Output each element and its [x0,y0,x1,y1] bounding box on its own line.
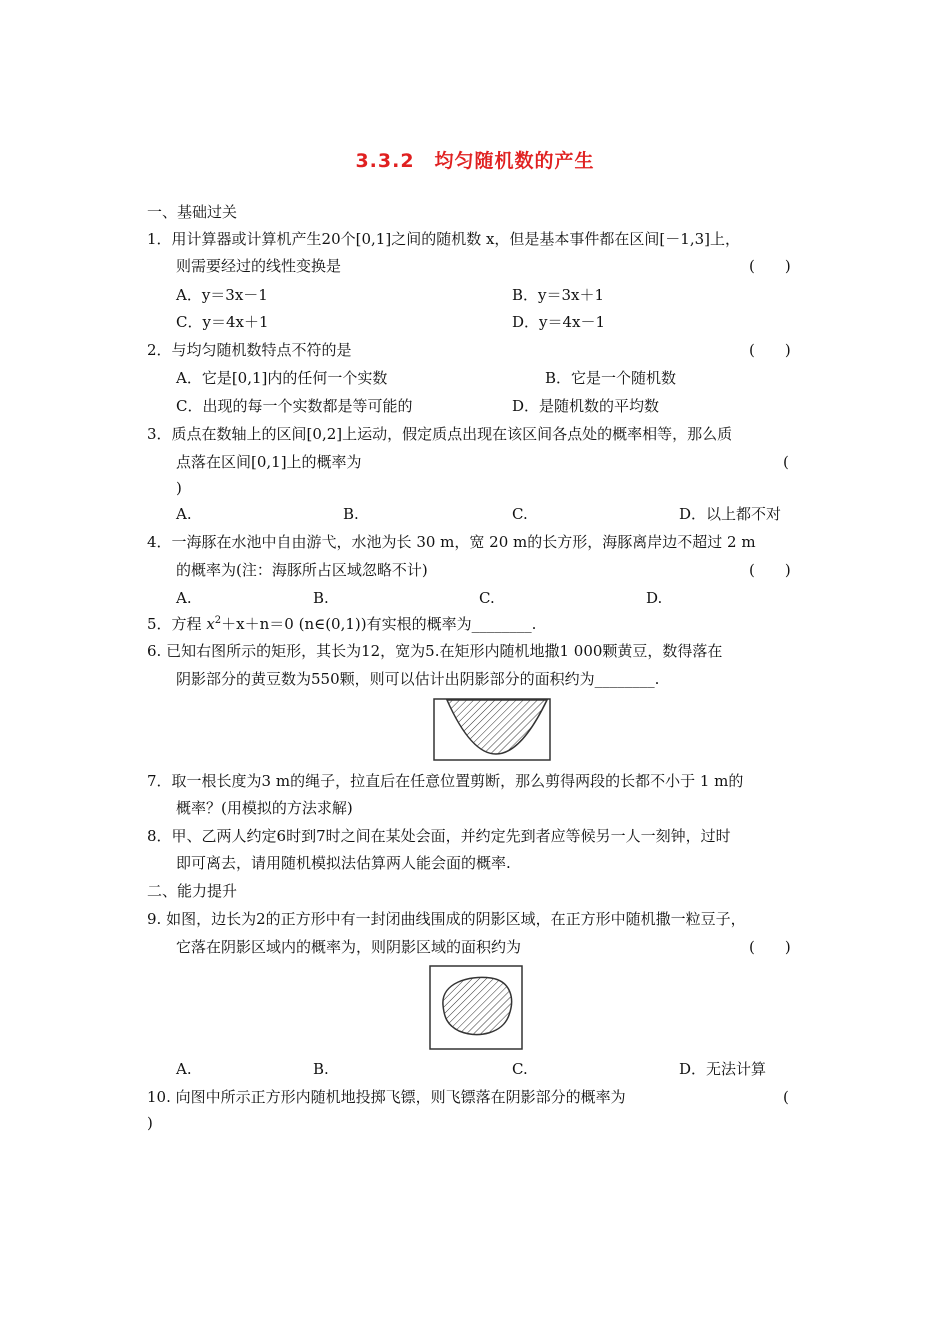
q9-line2: 它落在阴影区域内的概率为，则阴影区域的面积约为 [176,938,522,956]
q2-answer-blank: ( ) [749,341,791,359]
q1-option-b: B．y＝3x＋1 [512,286,605,304]
q5-equation-rest: ＋x＋n＝0 (n∈(0,1))有实根的概率为________. [221,615,537,633]
q2-option-d: D．是随机数的平均数 [512,397,660,415]
q2-option-c: C．出现的每一个实数都是等可能的 [176,397,413,415]
q1-option-d: D．y＝4x－1 [512,313,606,331]
q4-line2: 的概率为(注：海豚所占区域忽略不计) [176,561,428,579]
q10-line1: 10. 向图中所示正方形内随机地投掷飞镖，则飞镖落在阴影部分的概率为 [147,1088,626,1106]
q7-line2: 概率？(用模拟的方法求解) [176,799,353,817]
q8-line2: 即可离去，请用随机模拟法估算两人能会面的概率. [176,854,511,872]
q4-option-c: C. [479,589,495,607]
q9-option-a: A. [176,1060,192,1078]
q9-option-c: C. [512,1060,528,1078]
q10-answer-blank-open: ( [783,1088,789,1106]
q3-option-a: A. [176,505,192,523]
q3-line1: 3．质点在数轴上的区间[0,2]上运动，假定质点出现在该区间各点处的概率相等，那么质 [147,425,733,443]
section-heading-advanced: 二、能力提升 [147,882,238,900]
q4-answer-blank: ( ) [749,561,791,579]
q3-answer-blank-close: ) [176,479,182,497]
q9-option-d: D．无法计算 [679,1060,767,1078]
q5-variable-x: x [206,615,215,633]
q5-line [147,614,536,634]
q9-line1: 9. 如图，边长为2的正方形中有一封闭曲线围成的阴影区域，在正方形中随机撒一粒豆子， [147,910,746,928]
q7-line1: 7．取一根长度为3 m的绳子，拉直后在任意位置剪断，那么剪得两段的长都不小于 1 m的 [147,772,744,790]
q5-exponent: 2 [214,615,222,626]
q5-prefix: 5．方程 [147,615,207,633]
q9-option-b: B. [313,1060,329,1078]
q2-line1: 2．与均匀随机数特点不符的是 [147,341,352,359]
q3-option-c: C. [512,505,528,523]
q1-line2: 则需要经过的线性变换是 [176,257,342,275]
square-blob-figure [429,965,523,1050]
q3-option-d: D．以上都不对 [679,505,782,523]
page-title: 3.3.2 均匀随机数的产生 [355,150,595,172]
q3-answer-blank-open: ( [783,453,789,471]
q6-line2: 阴影部分的黄豆数为550颗，则可以估计出阴影部分的面积约为________. [176,670,660,688]
q9-answer-blank: ( ) [749,938,791,956]
q3-option-b: B. [343,505,359,523]
q4-option-a: A. [176,589,192,607]
rectangle-parabola-figure [433,698,551,762]
q2-option-b: B．它是一个随机数 [545,369,677,387]
q1-answer-blank: ( ) [749,257,791,275]
q6-line1: 6. 已知右图所示的矩形，其长为12，宽为5.在矩形内随机地撒1 000颗黄豆，数得落在 [147,642,723,660]
q3-line2: 点落在区间[0,1]上的概率为 [176,453,362,471]
q1-option-a: A．y＝3x－1 [176,286,268,304]
q1-option-c: C．y＝4x＋1 [176,313,269,331]
q4-option-b: B. [313,589,329,607]
q10-answer-blank-close: ) [147,1114,153,1132]
q2-option-a: A．它是[0,1]内的任何一个实数 [176,369,388,387]
section-heading-basic: 一、基础过关 [147,203,238,221]
q8-line1: 8．甲、乙两人约定6时到7时之间在某处会面，并约定先到者应等候另一人一刻钟，过时 [147,827,731,845]
q4-option-d: D. [646,589,663,607]
q4-line1: 4．一海豚在水池中自由游弋，水池为长 30 m，宽 20 m的长方形，海豚离岸边不超过 2 m [147,533,756,551]
q1-line1: 1．用计算器或计算机产生20个[0,1]之间的随机数 x，但是基本事件都在区间[－1,3]上， [147,230,740,248]
